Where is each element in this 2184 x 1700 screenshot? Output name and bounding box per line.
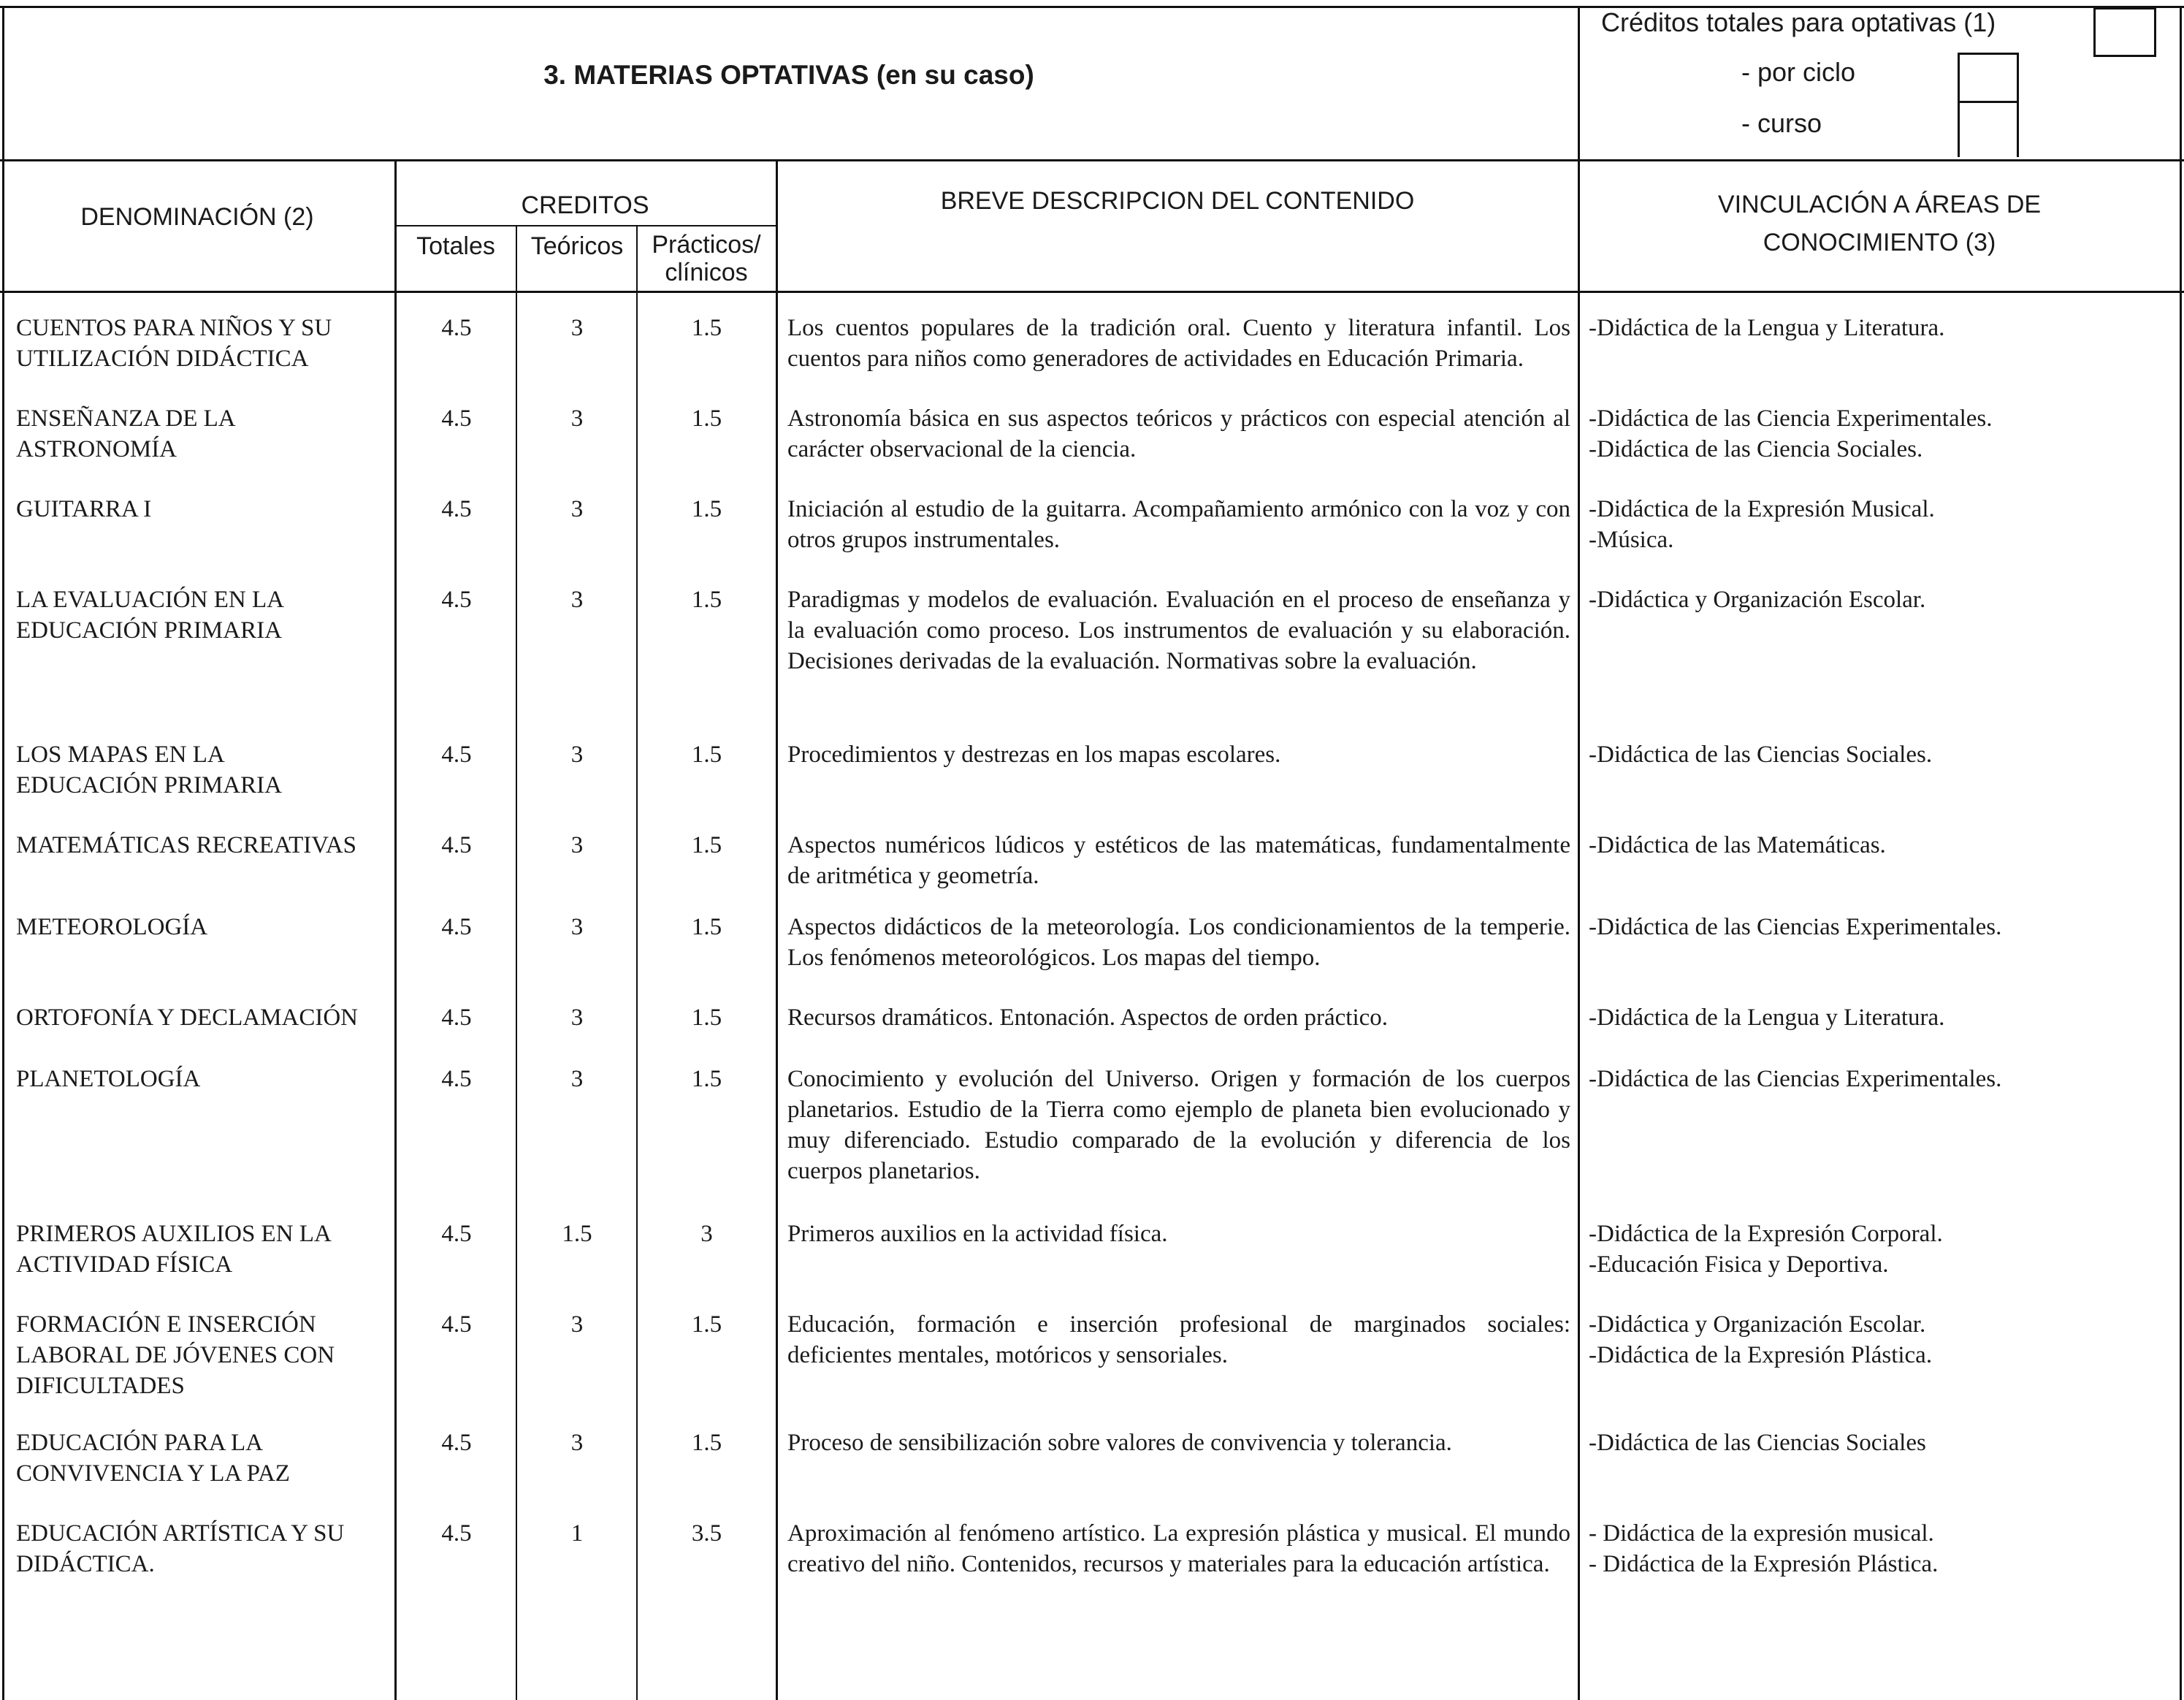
subject-name — [16, 912, 392, 942]
credits-practice: 3.5 — [691, 1520, 722, 1547]
content-description: Aspectos numéricos lúdicos y estéticos de las matemáticas, fundamentalmente de aritmética y geometría. — [787, 832, 1570, 889]
knowledge-area-item: -Educación Fisica y Deportiva. — [1589, 1251, 1889, 1278]
credits-total: 4.5 — [441, 1221, 472, 1247]
knowledge-area-item: -Música. — [1589, 527, 1674, 553]
subject-name — [16, 1219, 392, 1280]
knowledge-area-item: -Didáctica de la Expresión Musical. — [1589, 496, 1935, 522]
subject-name-line: ASTRONOMÍA — [16, 436, 177, 462]
credits-total-label: Créditos totales para optativas (1) — [1601, 7, 1996, 37]
knowledge-area-item: - Didáctica de la Expresión Plástica. — [1589, 1551, 1939, 1577]
header-practicos-line-1: Prácticos/ — [652, 231, 761, 259]
subject-name — [16, 830, 392, 861]
credits-theory: 1 — [570, 1520, 584, 1547]
header-denominacion: DENOMINACIÓN (2) — [80, 203, 314, 231]
subject-name-line: CUENTOS PARA NIÑOS Y SU — [16, 315, 332, 341]
subject-name-line: MATEMÁTICAS RECREATIVAS — [16, 832, 357, 858]
subject-name-line: EDUCACIÓN PARA LA — [16, 1430, 263, 1456]
credits-total: 4.5 — [441, 832, 472, 858]
col-line-denominacion — [394, 159, 397, 1700]
credits-theory: 3 — [570, 587, 584, 613]
content-description: Primeros auxilios en la actividad física. — [787, 1221, 1168, 1247]
knowledge-areas — [1589, 1064, 2173, 1094]
header-practicos-line-2: clínicos — [665, 259, 748, 286]
knowledge-area-item: -Didáctica de las Ciencias Experimentales. — [1589, 914, 2002, 940]
credits-total: 4.5 — [441, 315, 472, 341]
knowledge-areas — [1589, 912, 2173, 942]
subject-name — [16, 739, 392, 801]
subject-name-line: LA EVALUACIÓN EN LA — [16, 587, 284, 613]
subject-name — [16, 1309, 392, 1401]
credits-theory: 3 — [570, 832, 584, 858]
knowledge-areas — [1589, 313, 2173, 343]
content-description: Los cuentos populares de la tradición oral. Cuento y literatura infantil. Los cuentos para niños como generadores de actividades en Educación Primaria. — [787, 315, 1570, 372]
knowledge-areas — [1589, 830, 2173, 861]
subject-name-line: DIDÁCTICA. — [16, 1551, 155, 1577]
credits-theory: 3 — [570, 496, 584, 522]
knowledge-areas — [1589, 494, 2173, 555]
credits-practice: 1.5 — [691, 832, 722, 858]
knowledge-area-item: -Didáctica de las Ciencias Experimentales. — [1589, 1066, 2002, 1092]
credits-total: 4.5 — [441, 587, 472, 613]
header-totales: Totales — [416, 232, 495, 260]
credits-practice: 3 — [700, 1221, 713, 1247]
subject-name — [16, 1002, 392, 1033]
knowledge-areas — [1589, 1002, 2173, 1033]
knowledge-area-item: -Didáctica y Organización Escolar. — [1589, 1311, 1926, 1338]
knowledge-area-item: -Didáctica de la Lengua y Literatura. — [1589, 315, 1945, 341]
knowledge-area-item: -Didáctica de las Matemáticas. — [1589, 832, 1886, 858]
credits-total: 4.5 — [441, 1520, 472, 1547]
subject-name-line: LOS MAPAS EN LA — [16, 742, 225, 768]
content-description: Iniciación al estudio de la guitarra. Acompañamiento armónico con la voz y con otros grupos instrumentales. — [787, 496, 1570, 553]
credits-header-divider — [394, 225, 776, 226]
subject-name-line: ENSEÑANZA DE LA — [16, 405, 236, 432]
content-description: Paradigmas y modelos de evaluación. Evaluación en el proceso de enseñanza y la evaluación como proceso. Los instrumentos de evaluación y su elaboración. Decisiones derivadas de la evaluación. Normativas sobre la evaluación. — [787, 587, 1570, 674]
header-descripcion: BREVE DESCRIPCION DEL CONTENIDO — [940, 187, 1415, 215]
credits-theory: 3 — [570, 742, 584, 768]
subject-name-line: EDUCACIÓN PRIMARIA — [16, 772, 282, 798]
credits-practice: 1.5 — [691, 742, 722, 768]
credits-total-box — [2093, 7, 2156, 57]
header-teoricos: Teóricos — [530, 232, 624, 260]
subject-name-line: ORTOFONÍA Y DECLAMACIÓN — [16, 1005, 358, 1031]
credits-theory: 3 — [570, 1066, 584, 1092]
credits-theory: 3 — [570, 315, 584, 341]
course-box — [1958, 101, 2019, 157]
credits-total: 4.5 — [441, 1005, 472, 1031]
credits-practice: 1.5 — [691, 1430, 722, 1456]
subject-name — [16, 494, 392, 525]
subject-name-line: UTILIZACIÓN DIDÁCTICA — [16, 346, 309, 372]
credits-total: 4.5 — [441, 1430, 472, 1456]
knowledge-areas — [1589, 1309, 2173, 1371]
knowledge-area-item: -Didáctica de las Ciencia Experimentales. — [1589, 405, 1993, 432]
knowledge-area-item: - Didáctica de la expresión musical. — [1589, 1520, 1934, 1547]
header-vinculacion-line-1: VINCULACIÓN A ÁREAS DE — [1717, 191, 2042, 218]
content-description: Recursos dramáticos. Entonación. Aspectos de orden práctico. — [787, 1005, 1389, 1031]
subject-name — [16, 313, 392, 374]
subject-name-line: EDUCACIÓN ARTÍSTICA Y SU — [16, 1520, 345, 1547]
subject-name-line: PRIMEROS AUXILIOS EN LA — [16, 1221, 332, 1247]
subject-name — [16, 1518, 392, 1579]
credits-total: 4.5 — [441, 1066, 472, 1092]
subject-name — [16, 1064, 392, 1094]
col-line-totales — [516, 225, 517, 1700]
knowledge-areas — [1589, 403, 2173, 465]
knowledge-areas — [1589, 739, 2173, 770]
header-creditos: CREDITOS — [521, 191, 649, 219]
column-header-divider — [0, 291, 2184, 293]
credits-total: 4.5 — [441, 1311, 472, 1338]
subject-name-line: METEOROLOGÍA — [16, 914, 208, 940]
knowledge-area-item: -Didáctica de las Ciencias Sociales. — [1589, 742, 1933, 768]
content-description: Aproximación al fenómeno artístico. La expresión plástica y musical. El mundo creativo del niño. Contenidos, recursos y materiales para la educación artística. — [787, 1520, 1570, 1577]
subject-name-line: GUITARRA I — [16, 496, 152, 522]
subject-name-line: PLANETOLOGÍA — [16, 1066, 201, 1092]
credits-practice: 1.5 — [691, 1005, 722, 1031]
knowledge-areas — [1589, 584, 2173, 615]
credits-practice: 1.5 — [691, 315, 722, 341]
left-border — [2, 6, 4, 1700]
credits-total: 4.5 — [441, 496, 472, 522]
credits-total: 4.5 — [441, 405, 472, 432]
knowledge-area-item: -Didáctica de la Lengua y Literatura. — [1589, 1005, 1945, 1031]
credits-practice: 1.5 — [691, 1311, 722, 1338]
content-description: Aspectos didácticos de la meteorología. Los condicionamientos de la temperie. Los fenómenos meteorológicos. Los mapas del tiempo. — [787, 914, 1570, 971]
subject-name — [16, 403, 392, 465]
credits-practice: 1.5 — [691, 914, 722, 940]
subject-name — [16, 584, 392, 646]
credits-theory: 1.5 — [562, 1221, 592, 1247]
col-line-creditos — [776, 159, 778, 1700]
content-description: Proceso de sensibilización sobre valores de convivencia y tolerancia. — [787, 1430, 1452, 1456]
header-vinculacion-line-2: CONOCIMIENTO (3) — [1763, 229, 1996, 256]
credits-practice: 1.5 — [691, 405, 722, 432]
subject-name-line: CONVIVENCIA Y LA PAZ — [16, 1460, 290, 1487]
per-cycle-box — [1958, 53, 2019, 105]
content-description: Conocimiento y evolución del Universo. Origen y formación de los cuerpos planetarios. Estudio de la Tierra como ejemplo de planeta bien evolucionado y muy diferenciado. Estudio comparado de la evolución y diferencia de los cuerpos planetarios. — [787, 1066, 1570, 1184]
header-vinculacion — [1579, 186, 2180, 262]
knowledge-area-item: -Didáctica y Organización Escolar. — [1589, 587, 1926, 613]
credits-total: 4.5 — [441, 914, 472, 940]
right-border — [2180, 6, 2182, 1700]
credits-theory: 3 — [570, 405, 584, 432]
credits-practice: 1.5 — [691, 587, 722, 613]
knowledge-area-item: -Didáctica de la Expresión Plástica. — [1589, 1342, 1933, 1368]
credits-theory: 3 — [570, 1005, 584, 1031]
content-description: Educación, formación e inserción profesional de marginados sociales: deficientes mentales, motóricos y sensoriales. — [787, 1311, 1570, 1368]
knowledge-areas — [1589, 1518, 2173, 1579]
credits-theory: 3 — [570, 1311, 584, 1338]
knowledge-areas — [1589, 1219, 2173, 1280]
col-line-teoricos — [636, 225, 638, 1700]
credits-practice: 1.5 — [691, 1066, 722, 1092]
credits-theory: 3 — [570, 914, 584, 940]
credits-total: 4.5 — [441, 742, 472, 768]
knowledge-area-item: -Didáctica de las Ciencia Sociales. — [1589, 436, 1923, 462]
per-cycle-label: - por ciclo — [1741, 57, 1856, 87]
subject-name-line: EDUCACIÓN PRIMARIA — [16, 617, 282, 644]
subject-name-line: DIFICULTADES — [16, 1373, 185, 1399]
header-practicos — [637, 231, 776, 286]
content-description: Astronomía básica en sus aspectos teóricos y prácticos con especial atención al carácter observacional de la ciencia. — [787, 405, 1570, 462]
credits-practice: 1.5 — [691, 496, 722, 522]
header-divider — [0, 159, 2184, 161]
knowledge-area-item: -Didáctica de la Expresión Corporal. — [1589, 1221, 1943, 1247]
content-description: Procedimientos y destrezas en los mapas escolares. — [787, 742, 1281, 768]
subject-name — [16, 1428, 392, 1489]
knowledge-area-item: -Didáctica de las Ciencias Sociales — [1589, 1430, 1926, 1456]
subject-name-line: ACTIVIDAD FÍSICA — [16, 1251, 233, 1278]
subject-name-line: LABORAL DE JÓVENES CON — [16, 1342, 335, 1368]
knowledge-areas — [1589, 1428, 2173, 1458]
page-title: 3. MATERIAS OPTATIVAS (en su caso) — [543, 60, 1034, 90]
subject-name-line: FORMACIÓN E INSERCIÓN — [16, 1311, 316, 1338]
credits-theory: 3 — [570, 1430, 584, 1456]
course-label: - curso — [1741, 108, 1822, 138]
